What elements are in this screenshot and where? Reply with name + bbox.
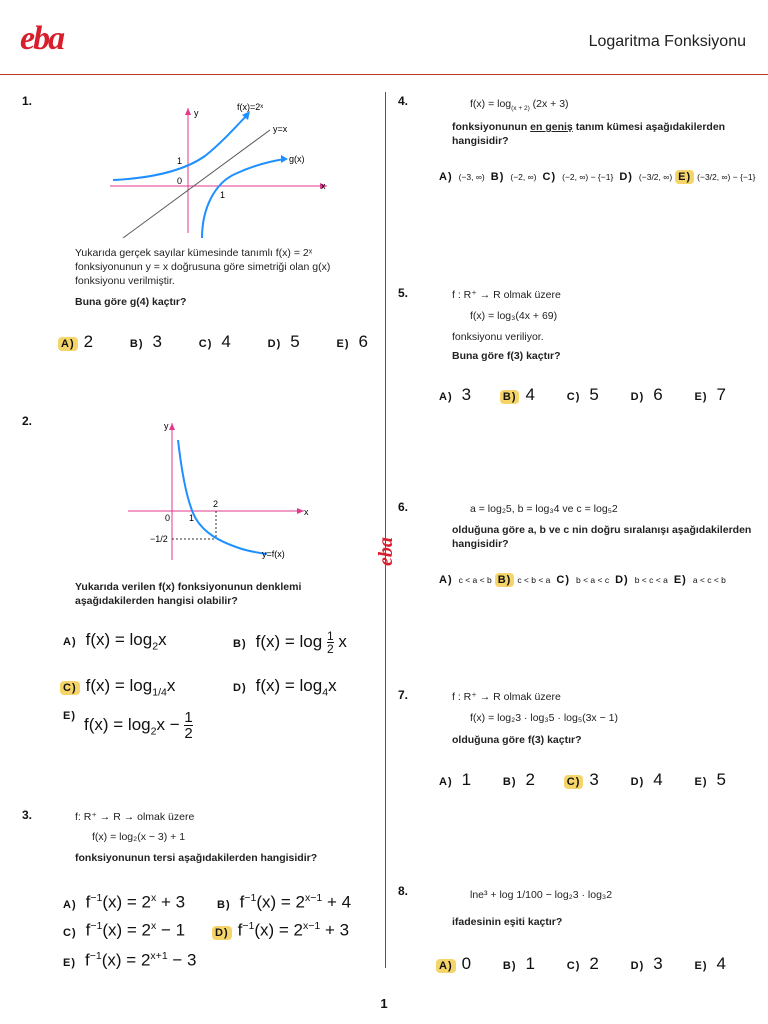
question-1-number: 1. [22,94,33,108]
q1-label-y: y [194,108,199,118]
q4-option-d[interactable]: D) [619,171,633,183]
q8-option-b[interactable]: B) 1 [502,954,535,973]
q2-option-e-value[interactable]: $f(x) = \log_2x$ − $\frac{1}{2}$ [84,709,193,742]
q2-text: Yukarıda verilen f(x) fonksiyonunun denklemi aşağıdakilerden hangisi olabilir? [75,581,302,607]
q3-line2: f(x) = log₂(x − 3) + 1 [92,831,186,843]
q3-option-b[interactable]: B) $f^{-1}(x) = 2^{x-1} + 4$ [217,892,352,912]
question-7-number: 7. [398,688,409,702]
q6-option-b[interactable]: B) [495,573,515,587]
q2-option-e-letter[interactable]: E) [63,710,76,722]
q3-line1: f: R⁺ → R → olmak üzere [75,811,195,823]
q7-question: olduğuna göre f(3) kaçtır? [452,734,582,746]
q7-option-b[interactable]: B) 2 [502,770,535,789]
q3-option-c[interactable]: C) $f^{-1}(x) = 2^x - 1$ [63,920,186,940]
header-divider [0,74,768,75]
question-8-number: 8. [398,884,409,898]
q7-options [436,770,726,790]
q6-formula: a = log₂5, b = log₃4 ve c = log₅2 [470,503,618,515]
q2-label-neg-half: −1/2 [150,534,168,544]
q2-label-y: y [164,421,169,431]
q2-label-fx: y=f(x) [262,549,285,559]
q3-option-e[interactable]: E) $f^{-1}(x) = 2^{x+1} - 3$ [63,950,197,970]
q2-label-0: 0 [165,513,171,523]
question-4-number: 4. [398,94,409,108]
q5-option-a[interactable]: A) 3 [439,385,472,404]
q4-option-c[interactable]: C) [542,171,557,183]
q3-question: fonksiyonunun tersi aşağıdakilerden hangisidir? [75,852,318,864]
q2-curve-fx [178,440,267,554]
q1-label-yx: y=x [273,124,288,134]
question-5-number: 5. [398,286,409,300]
q7-option-c[interactable]: C) 3 [564,770,599,790]
q4-option-b[interactable]: B) [490,171,505,183]
q2-option-c[interactable]: C) $f(x) = \log_{1/4}x$ [60,676,175,698]
q1-options [58,332,368,352]
q6-option-e[interactable]: E) [673,574,687,586]
eba-logo: eba [20,20,64,57]
q5-option-c[interactable]: C) 5 [566,385,599,404]
q4-options: A) (−3, ∞) B) (−2, ∞) C) (−2, ∞) − {−1} D) (−3/2, ∞) E) (−3/2, ∞) − {−1} [436,170,756,184]
page-number: 1 [380,996,388,1011]
q6-option-a[interactable]: A) [439,574,453,586]
q6-question: olduğuna göre a, b ve c nin doğru sıralanışı aşağıdakilerden hangisidir? [452,524,752,550]
q8-option-a[interactable]: A) 0 [436,954,471,974]
q1-option-b[interactable]: B) 3 [129,332,162,351]
q2-label-2: 2 [213,499,219,509]
q7-line1: f : R⁺ → R olmak üzere [452,691,561,703]
q2-graph [122,415,322,565]
question-3-number: 3. [22,808,33,822]
q3-option-d[interactable]: D) $f^{-1}(x) = 2^{x-1} + 3$ [212,920,349,941]
q1-label-0: 0 [177,176,183,186]
q4-question: fonksiyonunun en geniş tanım kümesi aşağıdakilerden hangisidir? [452,121,726,147]
q5-option-e[interactable]: E) 7 [694,385,726,404]
q2-option-b[interactable]: B) f(x) = log $\frac{1}{2}$ x [233,629,347,656]
q5-option-b[interactable]: B) 4 [500,385,535,405]
q2-option-d[interactable]: D) $f(x) = \log_4x$ [233,676,337,699]
q6-option-c[interactable]: C) [556,574,571,586]
q1-option-a[interactable]: A) 2 [58,332,93,352]
q1-label-1x: 1 [220,190,226,200]
column-divider [385,92,386,968]
q1-question: Buna göre g(4) kaçtır? [75,296,187,308]
q5-line3: fonksiyonu veriliyor. [452,331,544,343]
q2-label-x: x [304,507,309,517]
q1-label-x: x [321,181,326,191]
q1-label-gx: g(x) [289,154,305,164]
q8-option-e[interactable]: E) 4 [694,954,726,973]
q8-option-c[interactable]: C) 2 [566,954,599,973]
q6-option-d[interactable]: D) [615,574,629,586]
q7-option-d[interactable]: D) 4 [630,770,663,789]
q6-options: A) c < a < b B) c < b < a C) b < a < c D) b < c < a E) a < c < b [436,573,756,587]
q5-options [436,385,726,405]
q2-label-1: 1 [189,513,195,523]
q8-options [436,954,726,974]
question-6-number: 6. [398,500,409,514]
q1-label-fx: f(x)=2ˣ [237,102,264,112]
q4-formula: $f(x) = \log_{(x + 2)} (2x + 3)$ [470,98,569,113]
q1-option-d[interactable]: D) 5 [267,332,300,351]
q4-option-a[interactable]: A) [439,171,453,183]
q8-question: ifadesinin eşiti kaçtır? [452,916,563,928]
q8-option-d[interactable]: D) 3 [630,954,663,973]
eba-watermark: eba [374,537,397,566]
q5-line1: f : R⁺ → R olmak üzere [452,289,561,301]
q1-option-c[interactable]: C) 4 [198,332,231,351]
question-2-number: 2. [22,414,33,428]
q1-line-yx [123,130,270,238]
q1-label-1y: 1 [177,156,183,166]
q1-text: Yukarıda gerçek sayılar kümesinde tanımlı f(x) = 2ˣ fonksiyonunun y = x doğrusuna göre simetriği olan g(x) fonksiyonu verilmiştir. [75,247,331,287]
page-title: Logaritma Fonksiyonu [588,33,746,50]
q5-line2: f(x) = log₃(4x + 69) [470,310,558,322]
q1-option-e[interactable]: E) 6 [336,332,368,351]
q3-option-a[interactable]: A) $f^{-1}(x) = 2^x + 3$ [63,892,186,912]
q5-question: Buna göre f(3) kaçtır? [452,350,561,362]
q1-graph [105,98,365,238]
q8-formula: lne³ + log 1/100 − log₂3 · log₃2 [470,889,613,901]
q4-option-e[interactable]: E) [675,170,694,184]
q7-option-a[interactable]: A) 1 [439,770,472,789]
q7-option-e[interactable]: E) 5 [694,770,726,789]
q5-option-d[interactable]: D) 6 [630,385,663,404]
q1-curve-fx [113,114,248,180]
q7-line2: f(x) = log₂3 · log₃5 · log₅(3x − 1) [470,712,618,724]
q2-option-a[interactable]: A) $f(x) = \log_2x$ [63,630,167,653]
